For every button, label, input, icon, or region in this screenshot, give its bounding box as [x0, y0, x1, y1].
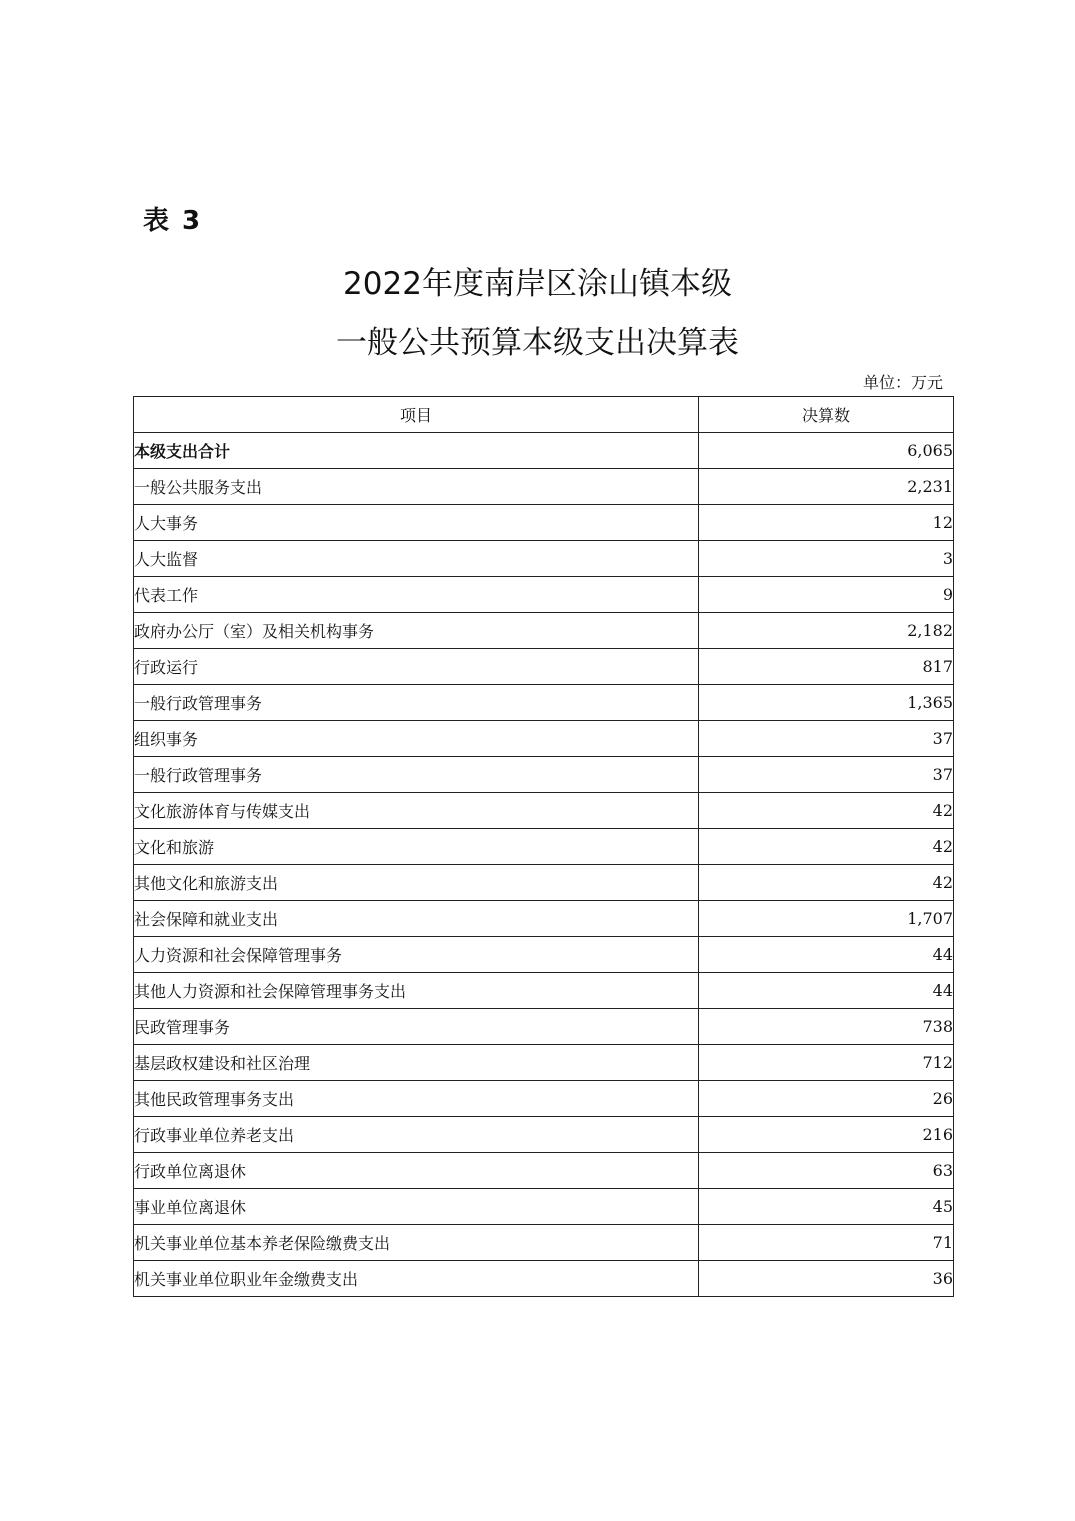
row-item-name: 行政单位离退休 [134, 1153, 699, 1189]
row-item-name: 基层政权建设和社区治理 [134, 1045, 699, 1081]
table-body [134, 433, 954, 1297]
column-header-item: 项目 [134, 397, 699, 433]
table-row [134, 469, 954, 505]
table-row [134, 793, 954, 829]
row-item-name: 本级支出合计 [134, 433, 699, 469]
table-row [134, 937, 954, 973]
row-item-name: 文化旅游体育与传媒支出 [134, 793, 699, 829]
table-row [134, 541, 954, 577]
row-amount: 738 [699, 1009, 954, 1045]
row-amount: 2,231 [699, 469, 954, 505]
table-row [134, 613, 954, 649]
row-amount: 3 [699, 541, 954, 577]
row-item-name: 其他文化和旅游支出 [134, 865, 699, 901]
table-row [134, 865, 954, 901]
table-row [134, 577, 954, 613]
row-amount: 37 [699, 721, 954, 757]
row-amount: 63 [699, 1153, 954, 1189]
row-amount: 36 [699, 1261, 954, 1297]
row-item-name: 行政运行 [134, 649, 699, 685]
row-amount: 216 [699, 1117, 954, 1153]
budget-table [133, 396, 954, 1297]
row-amount: 71 [699, 1225, 954, 1261]
table-row [134, 1225, 954, 1261]
table-header-row [134, 397, 954, 433]
row-amount: 42 [699, 865, 954, 901]
table-row [134, 1081, 954, 1117]
row-amount: 1,365 [699, 685, 954, 721]
row-item-name: 代表工作 [134, 577, 699, 613]
table-row [134, 973, 954, 1009]
row-amount: 712 [699, 1045, 954, 1081]
row-item-name: 机关事业单位职业年金缴费支出 [134, 1261, 699, 1297]
row-item-name: 政府办公厅（室）及相关机构事务 [134, 613, 699, 649]
table-row [134, 1009, 954, 1045]
row-item-name: 其他民政管理事务支出 [134, 1081, 699, 1117]
table-row [134, 1189, 954, 1225]
row-amount: 45 [699, 1189, 954, 1225]
row-amount: 37 [699, 757, 954, 793]
table-row [134, 1045, 954, 1081]
row-item-name: 事业单位离退休 [134, 1189, 699, 1225]
row-item-name: 社会保障和就业支出 [134, 901, 699, 937]
row-item-name: 一般行政管理事务 [134, 685, 699, 721]
row-item-name: 一般公共服务支出 [134, 469, 699, 505]
table-row [134, 685, 954, 721]
row-item-name: 文化和旅游 [134, 829, 699, 865]
row-amount: 6,065 [699, 433, 954, 469]
unit-label: 单位：万元 [862, 373, 943, 392]
row-amount: 1,707 [699, 901, 954, 937]
row-amount: 42 [699, 829, 954, 865]
row-item-name: 一般行政管理事务 [134, 757, 699, 793]
table-label: 表 3 [143, 206, 203, 236]
row-item-name: 其他人力资源和社会保障管理事务支出 [134, 973, 699, 1009]
table-row [134, 901, 954, 937]
column-header-amount: 决算数 [699, 397, 954, 433]
row-amount: 42 [699, 793, 954, 829]
table-row [134, 1117, 954, 1153]
row-amount: 817 [699, 649, 954, 685]
page-title-line1: 2022年度南岸区涂山镇本级 [343, 266, 732, 302]
row-amount: 44 [699, 937, 954, 973]
row-item-name: 人力资源和社会保障管理事务 [134, 937, 699, 973]
row-amount: 2,182 [699, 613, 954, 649]
table-row [134, 721, 954, 757]
row-amount: 9 [699, 577, 954, 613]
row-item-name: 机关事业单位基本养老保险缴费支出 [134, 1225, 699, 1261]
row-item-name: 人大监督 [134, 541, 699, 577]
table-row [134, 1261, 954, 1297]
row-amount: 26 [699, 1081, 954, 1117]
row-item-name: 组织事务 [134, 721, 699, 757]
table-row [134, 757, 954, 793]
table-row [134, 649, 954, 685]
page-title-line2: 一般公共预算本级支出决算表 [336, 325, 739, 361]
table-row [134, 433, 954, 469]
row-item-name: 行政事业单位养老支出 [134, 1117, 699, 1153]
table-row [134, 1153, 954, 1189]
row-amount: 44 [699, 973, 954, 1009]
row-item-name: 人大事务 [134, 505, 699, 541]
table-row [134, 505, 954, 541]
table-row [134, 829, 954, 865]
row-item-name: 民政管理事务 [134, 1009, 699, 1045]
row-amount: 12 [699, 505, 954, 541]
